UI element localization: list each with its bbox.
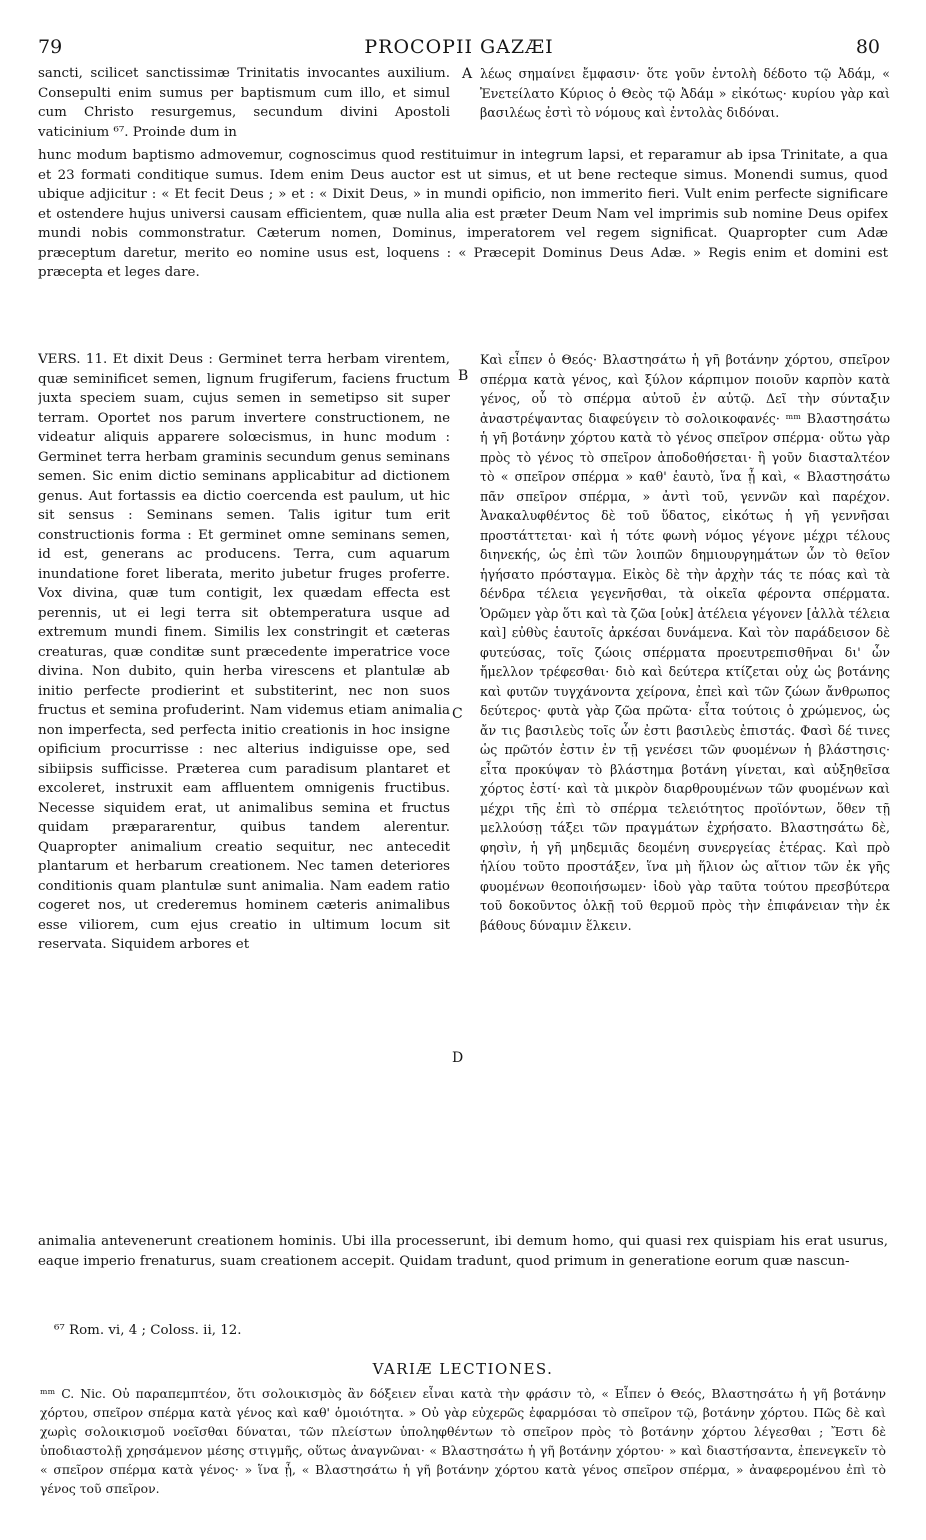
- latin-full-width-paragraph-2: animalia antevenerunt creationem hominis. Ubi illa processerunt, ibi demum homo, qui quasi rex quispiam his erat usurus, eaque imperio frenaturus, suam creationem accepit. Quidam tradunt, quod primum in generatione eorum quæ nascun-: [38, 1234, 888, 1269]
- page-number-right: 80: [855, 36, 880, 58]
- margin-mark-a: A: [462, 66, 473, 82]
- latin-full-width-paragraph-1: hunc modum baptismo admovemur, cognoscimus quod restituimur in integrum lapsi, et reparamur ab ipsa Trinitate, a qua et 23 formati conditique sumus. Idem enim Deus auctor est ut simus, et ut bene recteque simus. Monendi sumus, quod ubique adjicitur : « Et fecit Deus ; » et : « Dixit Deus, » in mundi opificio, non immerito fieri. Vult enim perfecte significare et ostendere hujus universi causam efficientem, quæ nulla alia est præter Deum Nam vel imprimis sub nomine Deus opifex mundi nobis commonstratur. Cæterum nomen, Dominus, imperatorem vel regem significat. Quapropter cum Adæ præceptum daretur, merito eo nomine usus est, loquens : « Præcepit Dominus Deus Adæ. » Regis enim et domini est præcepta et leges dare.: [38, 148, 888, 280]
- footnote: ⁶⁷ Rom. vi, 4 ; Coloss. ii, 12.: [54, 1323, 242, 1338]
- margin-mark-b: B: [458, 368, 469, 384]
- running-title: PROCOPII GAZÆI: [364, 36, 554, 58]
- greek-column-main: Καὶ εἶπεν ὁ Θεός· Βλαστησάτω ἡ γῆ βοτάνην χόρτου, σπεῖρον σπέρμα κατὰ γένος, καὶ ξύλον κάρπιμον ποιοῦν καρπὸν κατὰ γένος, οὗ τὸ σπέρμα αὐτοῦ ἐν αὐτῷ. Δεῖ τὴν σύνταξιν ἀναστρέψαντας διαφεύγειν τὸ σολοικοφανές· ᵐᵐ Βλαστησάτω ἡ γῆ βοτάνην χόρτου κατὰ τὸ γένος σπεῖρον σπέρμα· οὕτω γὰρ πρὸς τὸ γένος τὸ σπεῖρον ἀποδοθήσεται· ἢ γοῦν διασταλτέον τὸ « σπεῖρον σπέρμα » καθ' ἑαυτὸ, ἵνα ᾖ καὶ, « Βλαστησάτω πᾶν σπεῖρον σπέρμα, » ἀντὶ τοῦ, γεννῶν καὶ παρέχον. Ἀνακαλυφθέντος δὲ τοῦ ὕδατος, εἰκότως ἡ γῆ γεννῆσαι προστάττεται· καὶ ἡ τότε φωνὴ νόμος γέγονε μέχρι τέλους διηνεκής, ὡς ἐπὶ τῶν λοιπῶν δημιουργημάτων ὧν τὸ θεῖον ἡγήσατο πρόσταγμα. Εἰκὸς δὲ τὴν ἀρχὴν τάς τε πόας καὶ τὰ δένδρα τέλεια γεγενῆσθαι, τὰ οἰκεῖα φέροντα σπέρματα. Ὁρῶμεν γὰρ ὅτι καὶ τὰ ζῶα [οὐκ] ἀτέλεια γέγονεν [ἀλλὰ τέλεια καὶ] εὐθὺς ἑαυτοῖς ἀρκέσαι δυνάμενα. Καὶ τὸν παράδεισον δὲ φυτεύσας, τοῖς ζώοις σπέρματα προευτρεπισθῆναι δι' ὧν ἤμελλον τρέφεσθαι· διὸ καὶ δεύτερα κτίζεται οὐχ ὡς βοτάνης καὶ φυτῶν τυγχάνοντα χείρονα, ἐπεὶ καὶ τῶν ζώων ἄνθρωπος δεύτερος· φυτὰ γὰρ ζῶα πρῶτα· εἶτα τούτοις ὁ χρώμενος, ὡς ἄν τις βασιλεὺς τοῖς ὧν ἐστι βασιλεὺς ἐπιστάς. Φασὶ δέ τινες ὡς πρῶτόν ἐστιν ἐν τῇ γενέσει τῶν φυομένων ἡ βλάστησις· εἶτα προκύψαν τὸ βλάστημα βοτάνη γίνεται, καὶ αὐξηθεῖσα χόρτος ἐστί· καὶ τὰ μικρὸν διαρθρουμένων τῶν φυομένων καὶ μέχρι τῆς ἐπὶ τὸ σπέρμα τελειότητος προϊόντων, ὅθεν τῇ μελλούσῃ τάξει τῶν πραγμάτων ἐχρήσατο. Βλαστησάτω δὲ, φησὶν, ἡ γῆ μηδεμιᾶς δεομένη συνεργείας ἑτέρας. Καὶ πρὸ ἡλίου τοῦτο προστάξεν, ἵνα μὴ ἥλιον ὡς αἴτιον τῶν ἐκ γῆς φυομένων θεοποιήσωμεν· ἰδοὺ γὰρ ταῦτα τούτου πρεσβύτερα τοῦ δοκοῦντος ὁλκῇ τοῦ θερμοῦ πρὸς τὴν ἐπιφάνειαν τὴν ἐκ βάθους δύναμιν ἕλκειν.: [480, 352, 890, 933]
- running-header: [38, 36, 880, 58]
- variae-lectiones-text: ᵐᵐ C. Nic. Οὐ παραπεμπτέον, ὅτι σολοικισμὸς ἂν δόξειεν εἶναι κατὰ τὴν φράσιν τὸ, « Εἶπεν ὁ Θεός, Βλαστησάτω ἡ γῆ βοτάνην χόρτου, σπεῖρον σπέρμα κατὰ γένος καὶ καθ' ὁμοιότητα. » Οὐ γὰρ εὐχερῶς ἐφαρμόσαι τὸ σπεῖρον τῷ, βοτάνην χόρτου. Πῶς δὲ καὶ χωρὶς σολοικισμοῦ νοεῖσθαι δύναται, τῶν πλείστων ὑποληφθέντων τὸ σπεῖρον πρὸς τὸ βοτάνην χόρτου λέγεσθαι ; Ἔστι δὲ ὑποδιαστολῇ χρησάμενον μέσης στιγμῆς, οὕτως ἀναγνῶναι· « Βλαστησάτω ἡ γῆ βοτάνην χόρτου· » καὶ διαστήσαντα, ἐπενεγκεῖν τὸ « σπεῖρον σπέρμα κατὰ γένος· » ἵνα ᾖ, « Βλαστησάτω ἡ γῆ βοτάνην χόρτου κατὰ γένος σπεῖρον σπέρμα, » ἀναφερομένου ἐπὶ τὸ γένος τοῦ σπεῖρον.: [40, 1386, 886, 1496]
- margin-mark-c: C: [452, 706, 463, 722]
- variae-lectiones-heading: VARIÆ LECTIONES.: [372, 1360, 554, 1378]
- latin-column-main: VERS. 11. Et dixit Deus : Germinet terra herbam virentem, quæ seminificet semen, lignum frugiferum, faciens fructum juxta speciem suam, cujus semen in semetipso sit super terram. Oportet nos parum invertere constructionem, ne videatur aliquis apparere solœcismus, in hunc modum : Germinet terra herbam graminis secundum genus seminans semen. Sic enim dictio seminans applicabitur ad dictionem genus. Aut fortassis ea dictio coercenda est paulum, ut hic sit sensus : Seminans semen. Talis igitur tum erit constructionis forma : Et germinet omne seminans semen, id est, generans ac producens. Terra, cum aquarum inundatione foret liberata, merito jubetur fruges proferre. Vox divina, quæ tum contigit, lex quædam effecta est perennis, ut ei legi terra sit obtemperatura usque ad extremum mundi finem. Similis lex constringit et cæteras creaturas, quæ conditæ sunt præcedente imperatrice voce divina. Non dubito, quin herba virescens et plantulæ ab initio perfecte prodierint et substiterint, nec non suos fructus et semina profuderint. Nam videmus etiam animalia non imperfecta, sed perfecta initio creationis in hoc insigne opificium procurrisse : nec alterius indiguisse ope, sed sibiipsis sufficisse. Præterea cum paradisum plantaret et excoleret, instruxit eam affluentem omnigenis fructibus. Necesse siquidem erat, ut animalibus semina et fructus quidam præpararentur, quibus tandem alerentur. Quapropter animalium creatio sequitur, nec antecedit plantarum et herbarum creationem. Nec tamen deteriores conditionis quam plantulæ sunt animalia. Nam eadem ratio cogeret nos, ut crederemus hominem cæteris animalibus esse viliorem, cum ejus creatio in ultimum locum sit reservata. Siquidem arbores et: [38, 352, 450, 952]
- margin-mark-d: D: [452, 1050, 464, 1066]
- greek-column-top: λέως σημαίνει ἔμφασιν· ὅτε γοῦν ἐντολὴ δέδοτο τῷ Ἀδάμ, « Ἐνετείλατο Κύριος ὁ Θεὸς τῷ Ἀδάμ » εἰκότως· κυρίου γὰρ καὶ βασιλέως ἐστὶ τὸ νόμους καὶ ἐντολὰς διδόναι.: [480, 66, 890, 120]
- page-number-left: 79: [38, 36, 63, 58]
- latin-column-top: sancti, scilicet sanctissimæ Trinitatis invocantes auxilium. Consepulti enim sumus per baptismum cum illo, et simul cum Christo resurgemus, secundum divini Apostoli vaticinium ⁶⁷. Proinde dum in: [38, 66, 450, 140]
